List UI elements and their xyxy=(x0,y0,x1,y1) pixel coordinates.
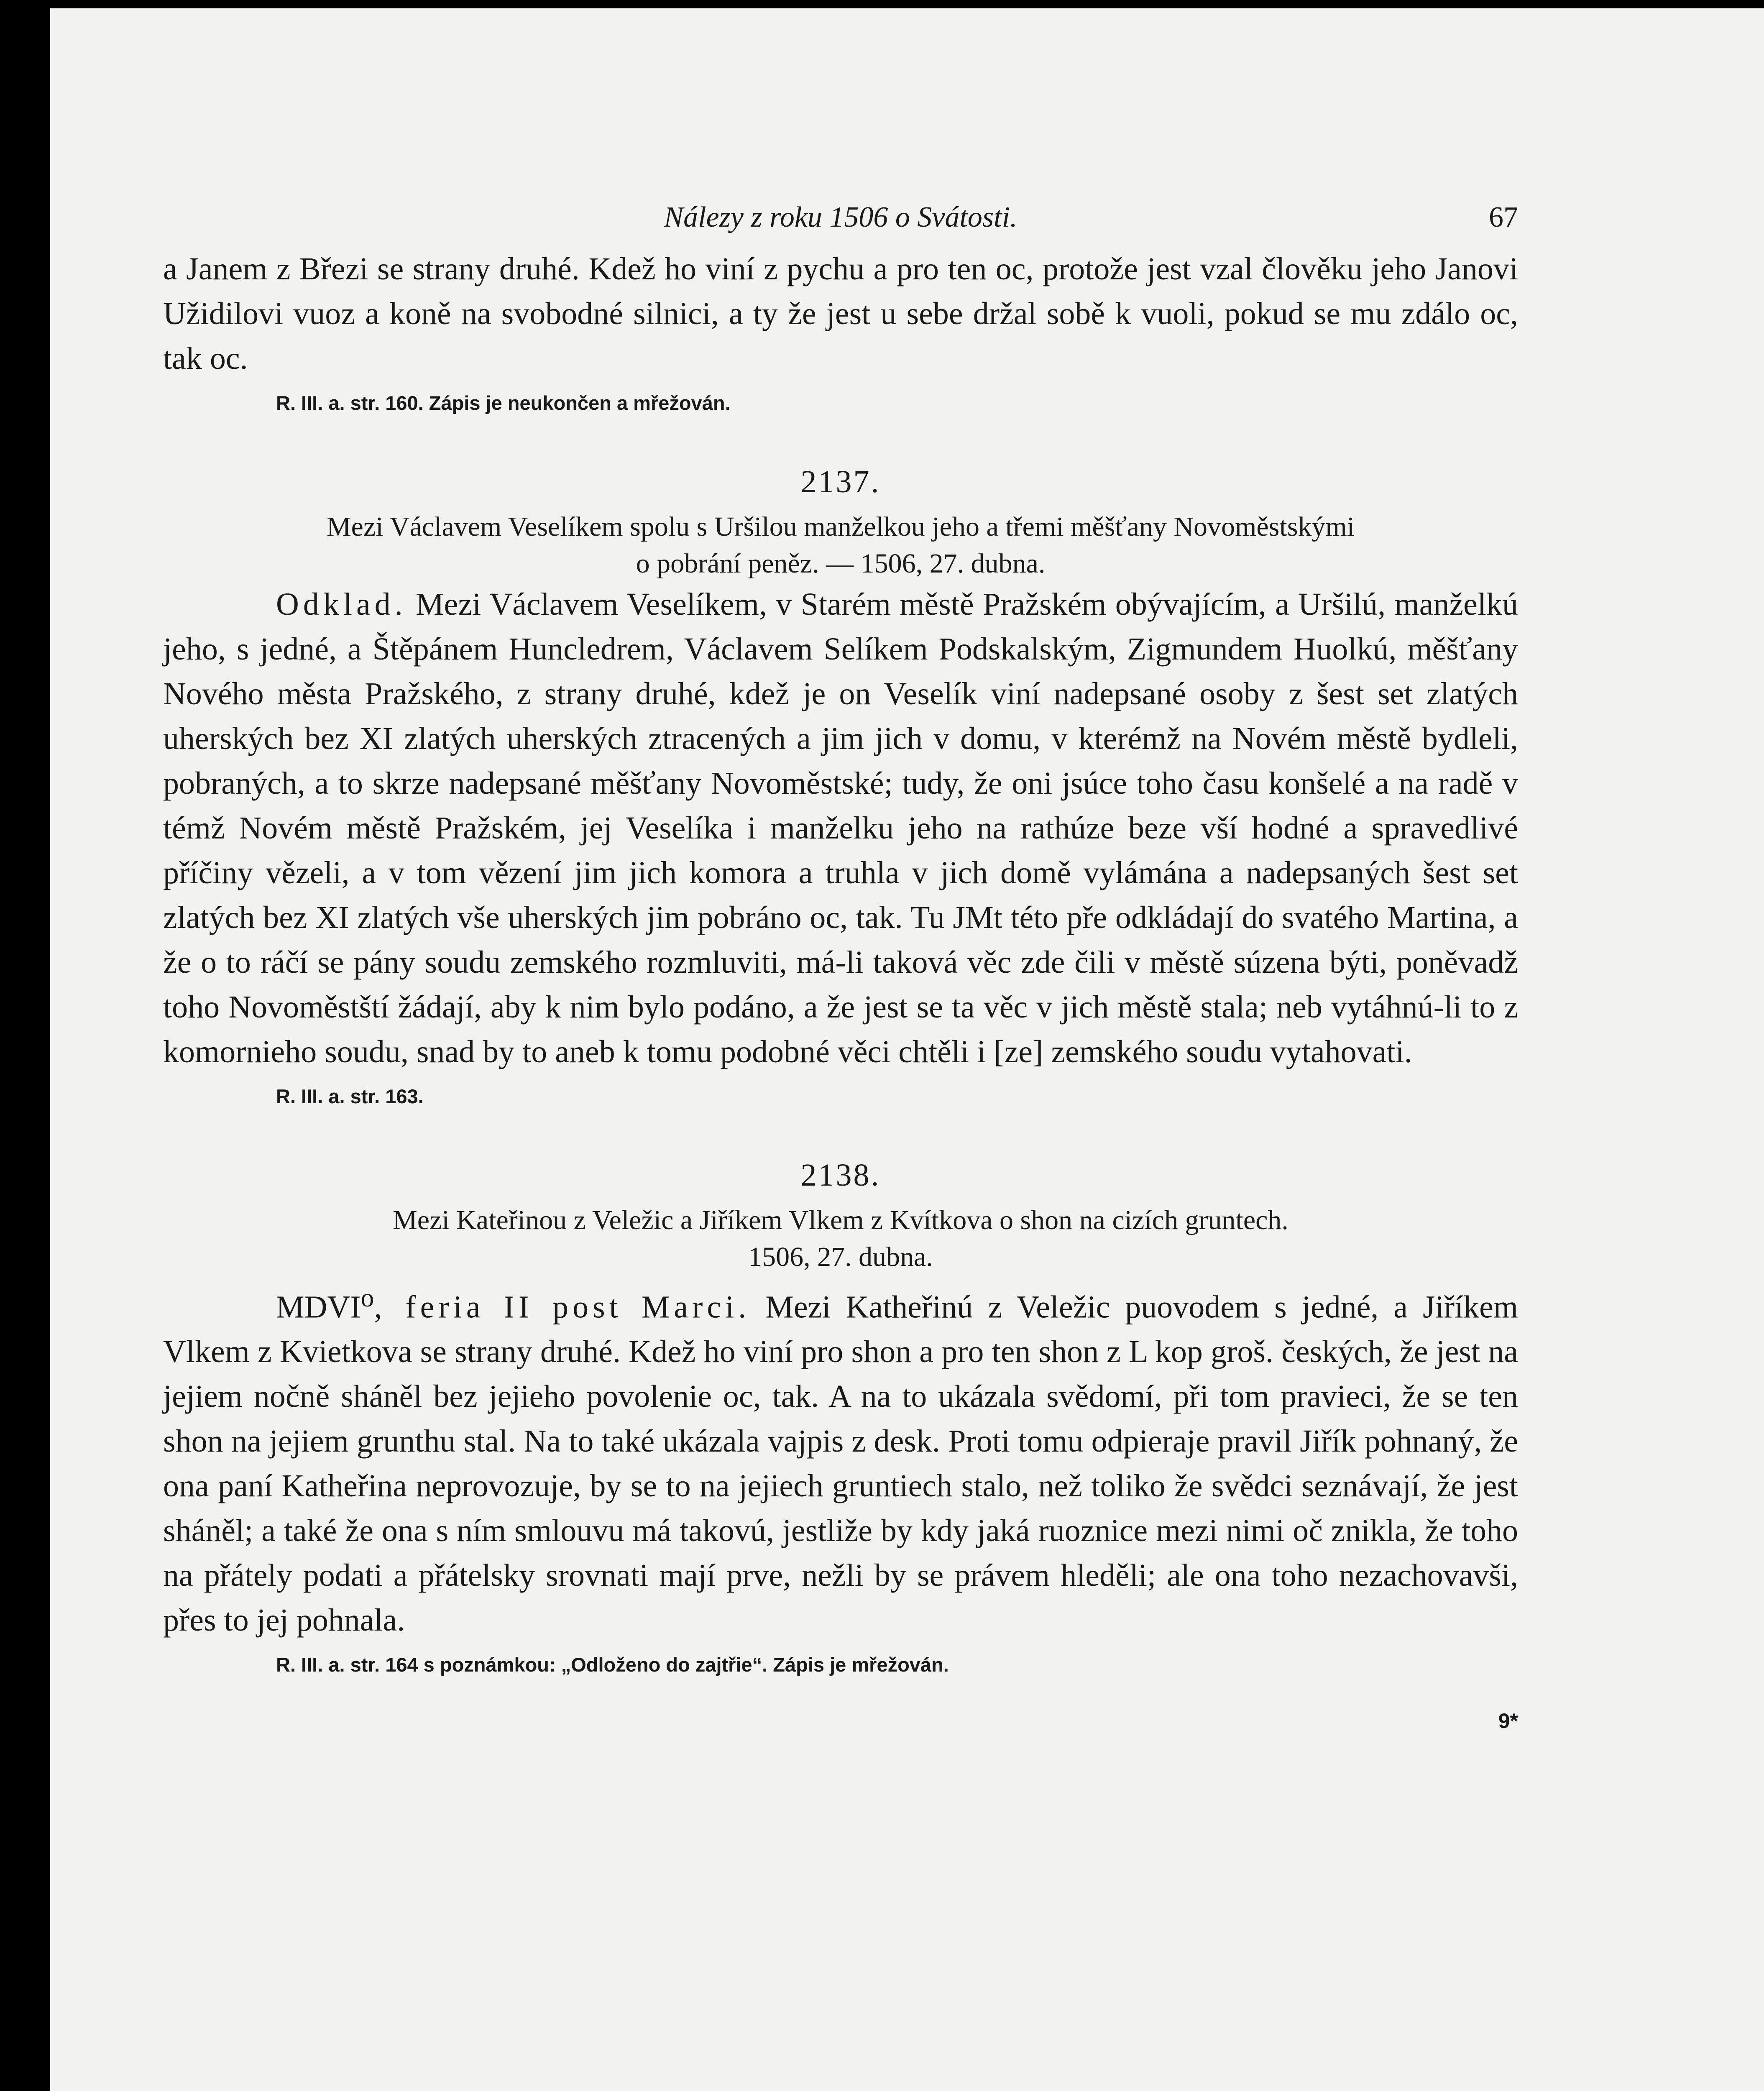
signature-mark: 9* xyxy=(1498,1709,1518,1733)
entry-number: 2137. xyxy=(800,464,881,499)
entry-source-note: R. III. a. str. 163. xyxy=(276,1085,424,1107)
entry-lead: Odklad. xyxy=(276,587,407,622)
entry-summary-line: Mezi Václavem Veselíkem spolu s Uršilou manželkou jeho a třemi měšťany Novoměstskými xyxy=(326,511,1355,542)
entry-summary xyxy=(163,1202,1518,1276)
entry-lead-date: , feria II post Marci. xyxy=(374,1289,751,1325)
entry-2138 xyxy=(163,1157,1518,1679)
entry-text xyxy=(163,1276,1518,1643)
page-header xyxy=(163,201,1518,247)
entry-summary-line: 1506, 27. dubna. xyxy=(748,1242,933,1272)
continuation-source-note: R. III. a. str. 160. Zápis je neukončen a mřežován. xyxy=(276,392,731,414)
page-number: 67 xyxy=(1489,201,1518,233)
entry-lead: MDVI xyxy=(276,1289,361,1325)
entry-2137 xyxy=(163,464,1518,1111)
entry-summary-line: o pobrání peněz. — 1506, 27. dubna. xyxy=(636,548,1046,579)
entry-summary-line: Mezi Kateřinou z Veležic a Jiříkem Vlkem z Kvítkova o shon na cizích gruntech. xyxy=(393,1205,1288,1235)
entry-body: Mezi Katheřinú z Veležic puovodem s jedné, a Jiříkem Vlkem z Kvietkova se strany druhé. Kdež ho viní pro shon a pro ten shon z L kop groš. českých, že jest na jejiem nočně sháněl bez jejieho povolenie oc, tak. A na to ukázala svědomí, při tom pravieci, že se ten shon na jejiem grunthu stal. Na to také ukázala vajpis z desk. Proti tomu odpieraje pravil Jiřík pohnaný, že ona paní Katheřina neprovozuje, by se to na jejiech gruntiech stalo, než toliko že svědci seznávají, že jest sháněl; a také že ona s ním smlouvu má takovú, jestliže by kdy jaká ruoznice mezi nimi oč znikla, že toho na přátely podati a přátelsky srovnati mají prve, nežli by se právem hleděli; ale ona toho nezachovavši, přes to jej pohnala. xyxy=(163,1289,1518,1638)
running-title: Nálezy z roku 1506 o Svátosti. xyxy=(664,201,1017,233)
entry-text xyxy=(163,582,1518,1074)
entry-source-note: R. III. a. str. 164 s poznámkou: „Odloženo do zajtřie“. Zápis je mřežován. xyxy=(276,1654,949,1676)
entry-summary xyxy=(163,509,1518,582)
page-content xyxy=(163,201,1518,1733)
entry-body: Mezi Václavem Veselíkem, v Starém městě Pražském obývajícím, a Uršilú, manželkú jeho, s jedné, a Štěpánem Huncledrem, Václavem Selíkem Podskalským, Zigmundem Huolkú, měšťany Nového města Pražského, z strany druhé, kdež je on Veselík viní nadepsané osoby z šest set zlatých uherských bez XI zlatých uherských ztracených a jim jich v domu, v kterémž na Novém městě bydleli, pobraných, a to skrze nadepsané měšťany Novoměstské; tudy, že oni jsúce toho času konšelé a na radě v témž Novém městě Pražském, jej Veselíka i manželku jeho na rathúze beze vší hodné a spravedlivé příčiny vězeli, a v tom vězení jim jich komora a truhla v jich domě vylámána a nadepsaných šest set zlatých bez XI zlatých vše uherských jim pobráno oc, tak. Tu JMt této pře odkládají do svatého Martina, a že o to ráčí se pány soudu zemského rozmluviti, má-li taková věc zde čili v městě súzena býti, poněvadž toho Novoměstští žádají, aby k nim bylo podáno, a že jest se ta věc v jich městě stala; neb vytáhnú-li to z komornieho soudu, snad by to aneb k tomu podobné věci chtěli i [ze] zemského soudu vytahovati. xyxy=(163,587,1518,1069)
book-page xyxy=(50,8,1764,2091)
continuation-paragraph: a Janem z Březi se strany druhé. Kdež ho viní z pychu a pro ten oc, protože jest vzal člověku jeho Janovi Užidilovi vuoz a koně na svobodné silnici, a ty že jest u sebe držal sobě k vuoli, pokud se mu zdálo oc, tak oc. xyxy=(163,251,1518,376)
entry-number: 2138. xyxy=(800,1158,881,1193)
entry-lead-superscript: o xyxy=(360,1283,374,1312)
